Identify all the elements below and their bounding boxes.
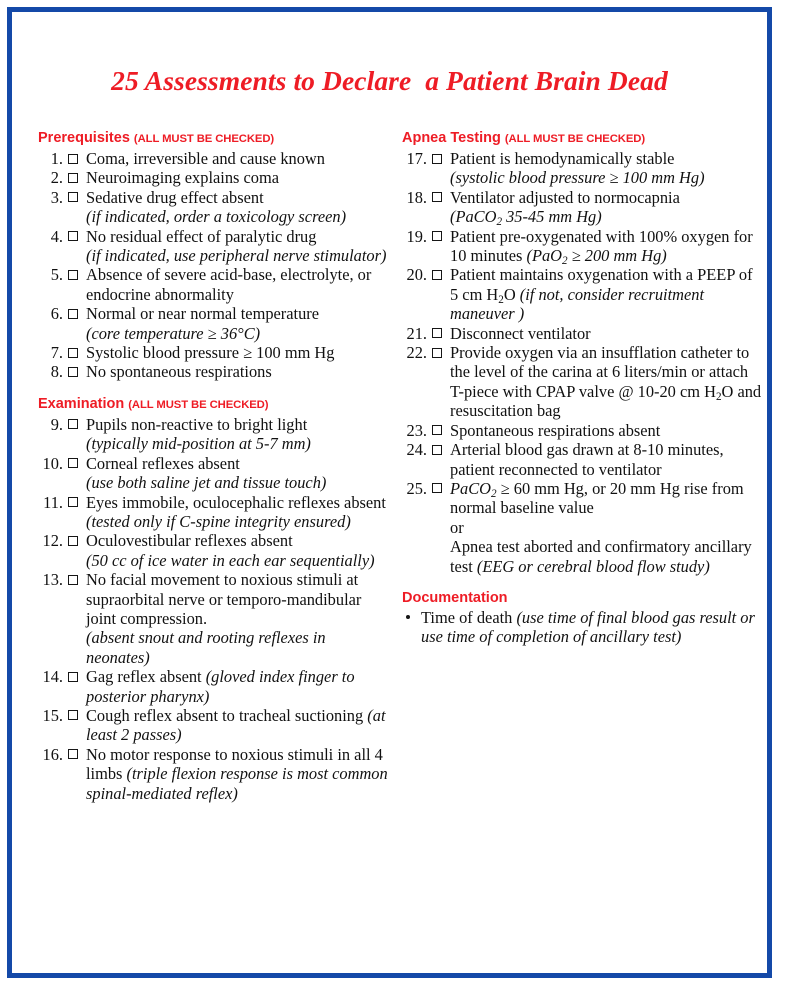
item-text: Arterial blood gas drawn at 8-10 minutes, patient reconnected to ventilator — [450, 440, 724, 479]
item-number: 2. — [50, 168, 63, 188]
item-text: Patient maintains oxygenation with a PEEP of 5 cm $H_2O$ (if not, consider recruitment maneuver ) — [450, 265, 753, 324]
item-number: 11. — [43, 492, 63, 512]
item-number: 20. — [406, 265, 427, 285]
checklist-item[interactable] — [38, 168, 393, 187]
checkbox-icon[interactable] — [68, 575, 78, 585]
checklist-item[interactable] — [38, 531, 393, 570]
item-number: 19. — [406, 226, 427, 246]
list-item — [402, 608, 762, 647]
item-text: Oculovestibular reflexes absent (50 cc of ice water in each ear sequentially) — [86, 531, 375, 570]
checklist-item[interactable] — [38, 454, 393, 493]
section-heading-label: Examination — [38, 395, 125, 412]
checklist-item[interactable] — [402, 149, 762, 188]
checklist-item[interactable] — [402, 324, 762, 343]
checkbox-icon[interactable] — [68, 154, 78, 164]
checklist-apnea-testing — [402, 149, 762, 576]
checkbox-icon[interactable] — [68, 497, 78, 507]
item-number: 10. — [42, 453, 63, 473]
checklist-item[interactable] — [402, 227, 762, 266]
item-number: 15. — [42, 705, 63, 725]
checklist-item[interactable] — [402, 479, 762, 576]
checkbox-icon[interactable] — [68, 672, 78, 682]
checkbox-icon[interactable] — [68, 536, 78, 546]
item-text: Disconnect ventilator — [450, 323, 591, 343]
item-text: Ventilator adjusted to normocapnia (PaCO$_2$ 35-45 mm Hg) — [450, 187, 680, 229]
item-number: 18. — [406, 187, 427, 207]
checkbox-icon[interactable] — [68, 348, 78, 358]
checklist-item[interactable] — [402, 343, 762, 421]
item-number: 8. — [50, 362, 63, 382]
checkbox-icon[interactable] — [68, 458, 78, 468]
checkbox-icon[interactable] — [68, 192, 78, 202]
checkbox-icon[interactable] — [432, 270, 442, 280]
section-heading-note: (ALL MUST BE CHECKED) — [504, 133, 646, 145]
bullet-text: Time of death (use time of final blood gas result or use time of completion of ancillary test) — [421, 607, 755, 647]
item-text: Patient pre-oxygenated with 100% oxygen for 10 minutes (PaO$_2$ ≥ 200 mm Hg) — [450, 226, 753, 268]
checkbox-icon[interactable] — [68, 367, 78, 377]
item-text: Corneal reflexes absent (use both saline jet and tissue touch) — [86, 453, 327, 493]
bullet-list-documentation — [402, 608, 762, 647]
checkbox-icon[interactable] — [68, 419, 78, 429]
checkbox-icon[interactable] — [68, 270, 78, 280]
item-number: 4. — [50, 226, 63, 246]
item-text: Neuroimaging explains coma — [86, 168, 279, 188]
checklist-examination — [38, 415, 393, 803]
checkbox-icon[interactable] — [432, 425, 442, 435]
checklist-item[interactable] — [38, 570, 393, 667]
section-heading-label: Prerequisites — [38, 130, 130, 146]
item-number: 5. — [50, 265, 63, 285]
checklist-item[interactable] — [38, 362, 393, 381]
item-text: No residual effect of paralytic drug (if indicated, use peripheral nerve stimulator) — [86, 226, 387, 266]
section-heading-note: (ALL MUST BE CHECKED) — [128, 398, 269, 411]
section-heading-label: Documentation — [402, 589, 508, 606]
checkbox-icon[interactable] — [68, 231, 78, 241]
checklist-item[interactable] — [402, 440, 762, 479]
item-number: 16. — [42, 744, 63, 764]
item-text: Coma, irreversible and cause known — [86, 149, 325, 168]
item-text: Normal or near normal temperature (core temperature ≥ 36°C) — [86, 304, 320, 343]
item-number: 1. — [50, 149, 63, 168]
checklist-item[interactable] — [38, 493, 393, 532]
document-page — [7, 7, 772, 978]
item-number: 22. — [406, 343, 427, 363]
section-heading-apnea-testing — [402, 130, 762, 147]
checklist-item[interactable] — [38, 304, 393, 343]
checklist-prerequisites — [38, 149, 393, 382]
checklist-item[interactable] — [38, 265, 393, 304]
section-heading-documentation — [402, 590, 762, 606]
checkbox-icon[interactable] — [68, 710, 78, 720]
checklist-item[interactable] — [402, 188, 762, 227]
checklist-item[interactable] — [402, 265, 762, 323]
checkbox-icon[interactable] — [432, 192, 442, 202]
item-text: Eyes immobile, oculocephalic reflexes absent (tested only if C-spine integrity ensured) — [86, 492, 386, 531]
section-heading-prerequisites — [38, 130, 393, 147]
item-text: Spontaneous respirations absent — [450, 420, 661, 440]
checkbox-icon[interactable] — [432, 445, 442, 455]
item-text: Gag reflex absent (gloved index finger to posterior pharynx) — [86, 667, 355, 706]
checkbox-icon[interactable] — [68, 309, 78, 319]
item-text: No motor response to noxious stimuli in all 4 limbs (triple flexion response is most common spinal-mediated reflex) — [86, 744, 388, 803]
item-text: Cough reflex absent to tracheal suctioning (at least 2 passes) — [86, 705, 386, 745]
checkbox-icon[interactable] — [432, 154, 442, 164]
checklist-item[interactable] — [38, 745, 393, 803]
page-title: 25 Assessments to Declare a Patient Brain Dead — [111, 65, 668, 96]
item-text: Provide oxygen via an insufflation catheter to the level of the carina at 6 liters/min or attach T-piece with CPAP valve @ 10-20 cm $H_2O$ and resuscitation bag — [450, 343, 762, 421]
item-text: Patient is hemodynamically stable (systolic blood pressure ≥ 100 mm Hg) — [450, 149, 705, 188]
checkbox-icon[interactable] — [432, 231, 442, 241]
item-number: 13. — [42, 570, 63, 590]
item-number: 3. — [50, 187, 63, 207]
section-heading-examination — [38, 396, 393, 413]
item-number: 25. — [406, 478, 427, 498]
item-text: No spontaneous respirations — [86, 362, 272, 382]
checklist-item[interactable] — [38, 227, 393, 266]
checklist-item[interactable] — [38, 188, 393, 227]
item-number: 9. — [50, 414, 63, 434]
checkbox-icon[interactable] — [432, 348, 442, 358]
item-number: 17. — [406, 149, 427, 168]
item-text: Systolic blood pressure ≥ 100 mm Hg — [86, 343, 335, 363]
section-examination — [38, 396, 393, 803]
checklist-item[interactable] — [38, 706, 393, 745]
item-number: 7. — [50, 343, 63, 363]
checkbox-icon[interactable] — [68, 749, 78, 759]
section-prerequisites — [38, 130, 393, 382]
item-number: 12. — [42, 531, 63, 551]
item-text: Pupils non-reactive to bright light (typically mid-position at 5-7 mm) — [86, 414, 311, 454]
checklist-item[interactable] — [38, 415, 393, 454]
checklist-item[interactable] — [402, 421, 762, 440]
checklist-item[interactable] — [38, 149, 393, 168]
section-apnea-testing — [402, 130, 762, 576]
item-text: Absence of severe acid-base, electrolyte, or endocrine abnormality — [86, 265, 372, 304]
right-column — [402, 130, 762, 647]
section-heading-label: Apnea Testing — [402, 130, 501, 146]
section-heading-note: (ALL MUST BE CHECKED) — [133, 133, 275, 145]
page-content — [12, 12, 767, 973]
item-number: 21. — [406, 323, 427, 343]
checkbox-icon[interactable] — [432, 328, 442, 338]
checkbox-icon[interactable] — [432, 483, 442, 493]
item-text: Sedative drug effect absent (if indicated, order a toxicology screen) — [86, 187, 347, 227]
item-number: 14. — [42, 667, 63, 687]
item-text: PaCO$_2$ ≥ 60 mm Hg, or 20 mm Hg rise from normal baseline value or Apnea test aborted and confirmatory ancillary test (EEG or cerebral blood flow study) — [450, 478, 752, 576]
item-text: No facial movement to noxious stimuli at supraorbital nerve or temporo-mandibular joint compression. (absent snout and rooting reflexes in neonates) — [86, 570, 362, 667]
bullet-icon — [406, 615, 410, 619]
item-number: 24. — [406, 440, 427, 460]
item-number: 6. — [50, 304, 63, 324]
item-number: 23. — [406, 420, 427, 440]
checklist-item[interactable] — [38, 343, 393, 362]
left-column — [38, 130, 393, 803]
section-documentation — [402, 590, 762, 647]
checkbox-icon[interactable] — [68, 173, 78, 183]
checklist-item[interactable] — [38, 667, 393, 706]
